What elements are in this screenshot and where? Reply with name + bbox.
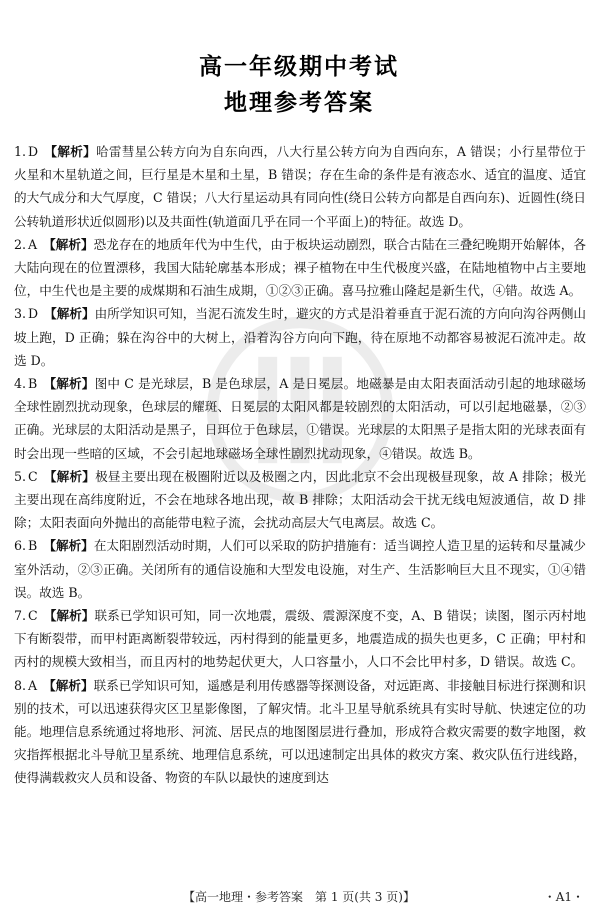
question-number: 4. — [14, 376, 27, 392]
question-number: 6. — [14, 538, 27, 554]
question-item — [14, 372, 586, 465]
footer-code: ・A1・ — [543, 890, 584, 904]
analysis-tag: 【解析】 — [44, 306, 95, 322]
analysis-tag: 【解析】 — [43, 608, 95, 624]
question-number: 5. — [14, 468, 27, 484]
analysis-tag: 【解析】 — [43, 468, 96, 484]
answer-letter: C — [28, 468, 38, 484]
answer-letter: D — [28, 144, 39, 159]
answer-letter: D — [28, 306, 39, 322]
answer-letter: B — [28, 538, 38, 554]
question-number: 2. — [14, 236, 27, 252]
question-number: 7. — [14, 608, 27, 624]
analysis-text: 联系已学知识可知，同一次地震，震级、震源深度不变，A、B 错误；读图，图示丙村地下有断裂带，而甲村距离断裂带较远，丙村得到的能量更多，地震造成的损失也更多，C 正确；甲村和丙村的规模大致相当，而且丙村的地势起伏更大，人口容量小，人口不会比甲村多，D 错误。故选 C。 — [14, 608, 586, 670]
analysis-text: 极昼主要出现在极圈附近以及极圈之内，因此北京不会出现极昼现象，故 A 排除；极光主要出现在高纬度附近，不会在地球各地出现，故 B 排除；太阳活动会干扰无线电短波通信，故 D 排除；太阳表面向外抛出的高能带电粒子流，会扰动高层大气电离层。故选 C。 — [14, 468, 587, 531]
question-item — [14, 465, 586, 535]
page-subtitle: 地理参考答案 — [224, 90, 374, 116]
page-footer: 【高一地理・参考答案 第 1 页(共 3 页)】 — [183, 890, 415, 904]
analysis-text: 联系已学知识可知，遥感是利用传感器等探测设备，对远距离、非接触目标进行探测和识别的技术，可以迅速获得灾区卫星影像图，了解灾情。北斗卫星导航系统具有实时导航、快速定位的功能。地理信息系统通过将地形、河流、居民点的地图图层进行叠加，形成符合救灾需要的数字地图，救灾指挥根据北斗导航卫星系统、地理信息系统，可以迅速制定出具体的救灾方案、救灾队伍行进线路，使得满载救灾人员和设备、物资的车队以最快的速度到达 — [14, 677, 587, 786]
analysis-tag: 【解析】 — [44, 144, 96, 159]
question-item — [14, 674, 586, 790]
analysis-text: 图中 C 是光球层，B 是色球层，A 是日冕层。地磁暴是由太阳表面活动引起的地球磁场全球性剧烈扰动现象，色球层的耀斑、日冕层的太阳风都是较剧烈的太阳活动，可以引起地磁暴，②③正确。光球层的太阳活动是黑子，日珥位于色球层，①错误。光球层的太阳黑子是指太阳的光球表面有时会出现一些暗的区域，不会引起地球磁场全球性剧烈扰动现象，④错误。故选 B。 — [14, 376, 587, 461]
answer-list — [14, 140, 586, 790]
answer-letter: A — [28, 236, 38, 252]
analysis-tag: 【解析】 — [43, 538, 94, 554]
analysis-text: 哈雷彗星公转方向为自东向西，八大行星公转方向为自西向东，A 错误；小行星带位于火星和木星轨道之间，巨行星是木星和土星，B 错误；存在生命的条件是有液态水、适宜的温度、适宜的大气成分和大气厚度，C 错误；八大行星运动具有同向性(绕日公转方向都是自西向东)、近圆性(绕日公转轨道形状近似圆形)以及共面性(轨道面几乎在同一个平面上)的特征。故选 D。 — [14, 144, 586, 229]
question-item — [14, 140, 586, 233]
question-item — [14, 604, 586, 674]
question-number: 3. — [14, 306, 27, 322]
question-number: 1. — [14, 144, 27, 159]
analysis-tag: 【解析】 — [43, 236, 94, 252]
answer-letter: C — [28, 608, 38, 624]
answer-letter: B — [28, 376, 38, 392]
analysis-text: 在太阳剧烈活动时期，人们可以采取的防护措施有：适当调控人造卫星的运转和尽量减少室外活动，②③正确。关闭所有的通信设施和大型发电设施，对生产、生活影响巨大且不现实，①④错误。故选 B。 — [14, 538, 587, 600]
question-item — [14, 534, 586, 604]
page-title: 高一年级期中考试 — [199, 54, 399, 80]
question-item — [14, 302, 586, 372]
question-item — [14, 233, 586, 303]
analysis-tag: 【解析】 — [43, 677, 94, 693]
analysis-text: 由所学知识可知，当泥石流发生时，避灾的方式是沿着垂直于泥石流的方向向沟谷两侧山坡上跑，D 正确；躲在沟谷中的大树上，沿着沟谷方向向下跑，待在原地不动都容易被泥石流冲走。故选 D。 — [14, 306, 587, 368]
analysis-tag: 【解析】 — [43, 376, 95, 392]
answer-letter: A — [28, 677, 38, 693]
question-number: 8. — [14, 677, 27, 693]
analysis-text: 恐龙存在的地质年代为中生代，由于板块运动剧烈，联合古陆在三叠纪晚期开始解体，各大陆向现在的位置漂移，我国大陆轮廓基本形成；裸子植物在中生代极度兴盛，在陆地植物中占主要地位，中生代也是主要的成煤期和石油生成期，①②③正确。喜马拉雅山隆起是新生代，④错。故选 A。 — [14, 236, 587, 299]
